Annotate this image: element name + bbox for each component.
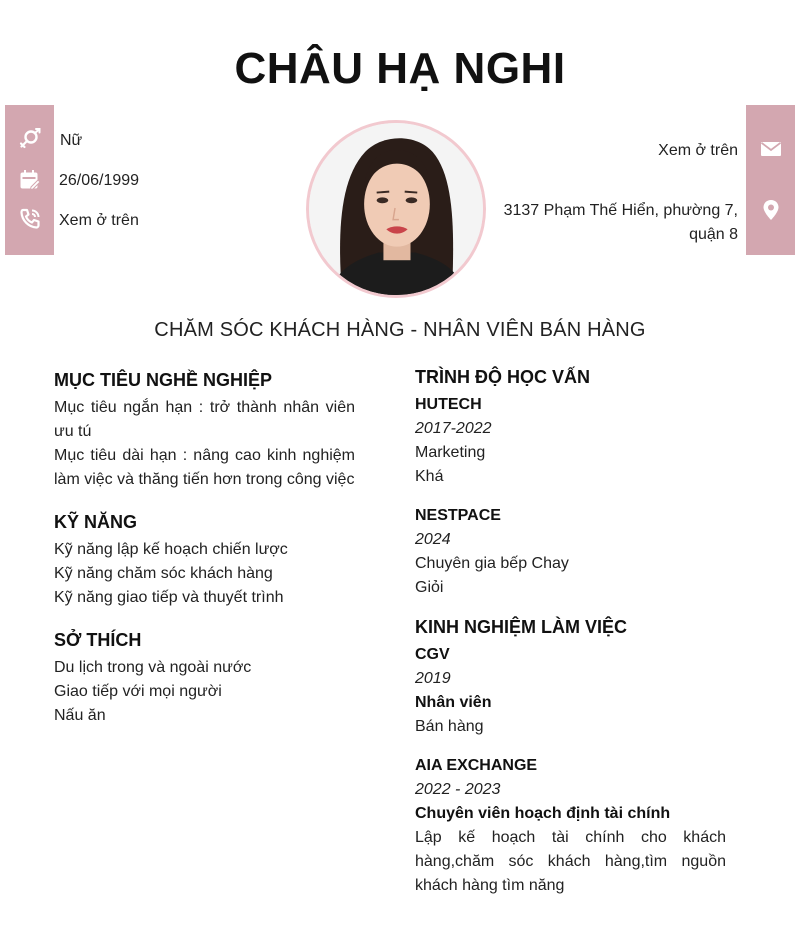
address-line-1: 3137 Phạm Thế Hiển, phường 7,: [503, 202, 738, 219]
calendar-icon: [18, 168, 42, 192]
phone-icon: [18, 207, 42, 231]
right-column: [415, 365, 726, 898]
education-years: 2024: [415, 531, 451, 548]
education-title: TRÌNH ĐỘ HỌC VẤN: [415, 367, 590, 387]
mail-icon: [759, 137, 783, 161]
experience-title: KINH NGHIỆM LÀM VIỆC: [415, 617, 628, 637]
education-grade: Khá: [415, 468, 444, 485]
birthdate-value: 26/06/1999: [59, 172, 140, 189]
left-column: [54, 368, 355, 728]
email-value: Xem ở trên: [658, 142, 738, 159]
experience-position: Nhân viên: [415, 694, 492, 711]
candidate-name: CHÂU HẠ NGHI: [234, 44, 566, 93]
experience-position: Chuyên viên hoạch định tài chính: [415, 805, 671, 822]
experience-company: AIA EXCHANGE: [415, 757, 538, 774]
hobbies-title: SỞ THÍCH: [54, 630, 142, 650]
education-school: HUTECH: [415, 396, 482, 413]
skill-item: Kỹ năng chăm sóc khách hàng: [54, 565, 273, 582]
address-line-2: quận 8: [689, 226, 738, 243]
education-major: Chuyên gia bếp Chay: [415, 555, 569, 572]
education-major: Marketing: [415, 444, 486, 461]
experience-years: 2019: [415, 670, 451, 687]
experience-years: 2022 - 2023: [415, 781, 501, 798]
skill-item: Kỹ năng lập kế hoạch chiến lược: [54, 541, 288, 558]
location-pin-icon: [759, 198, 783, 222]
experience-company: CGV: [415, 646, 450, 663]
job-title: CHĂM SÓC KHÁCH HÀNG - NHÂN VIÊN BÁN HÀNG: [154, 319, 646, 341]
gender-value: Nữ: [60, 132, 83, 149]
experience-desc: Lập kế hoạch tài chính cho khách hàng,chăm sóc khách hàng,tìm nguồn khách hàng tìm năng: [415, 829, 726, 894]
objective-short: Mục tiêu ngắn hạn : trở thành nhân viên ưu tú: [54, 399, 355, 440]
education-school: NESTPACE: [415, 507, 501, 524]
profile-photo: [306, 120, 486, 298]
hobby-item: Du lịch trong và ngoài nước: [54, 659, 252, 676]
phone-value: Xem ở trên: [59, 212, 139, 229]
hobby-item: Nấu ăn: [54, 707, 106, 724]
objective-title: MỤC TIÊU NGHỀ NGHIỆP: [54, 370, 273, 390]
education-grade: Giỏi: [415, 579, 444, 596]
experience-desc: Bán hàng: [415, 718, 484, 735]
skills-title: KỸ NĂNG: [54, 512, 138, 532]
hobby-item: Giao tiếp với mọi người: [54, 683, 222, 700]
objective-long: Mục tiêu dài hạn : nâng cao kinh nghiệm làm việc và thăng tiến hơn trong công việc: [54, 447, 355, 488]
right-accent-bar: [746, 105, 795, 255]
gender-icon: [18, 127, 42, 151]
address-value: [498, 199, 738, 247]
skill-item: Kỹ năng giao tiếp và thuyết trình: [54, 589, 284, 606]
education-years: 2017-2022: [415, 420, 492, 437]
